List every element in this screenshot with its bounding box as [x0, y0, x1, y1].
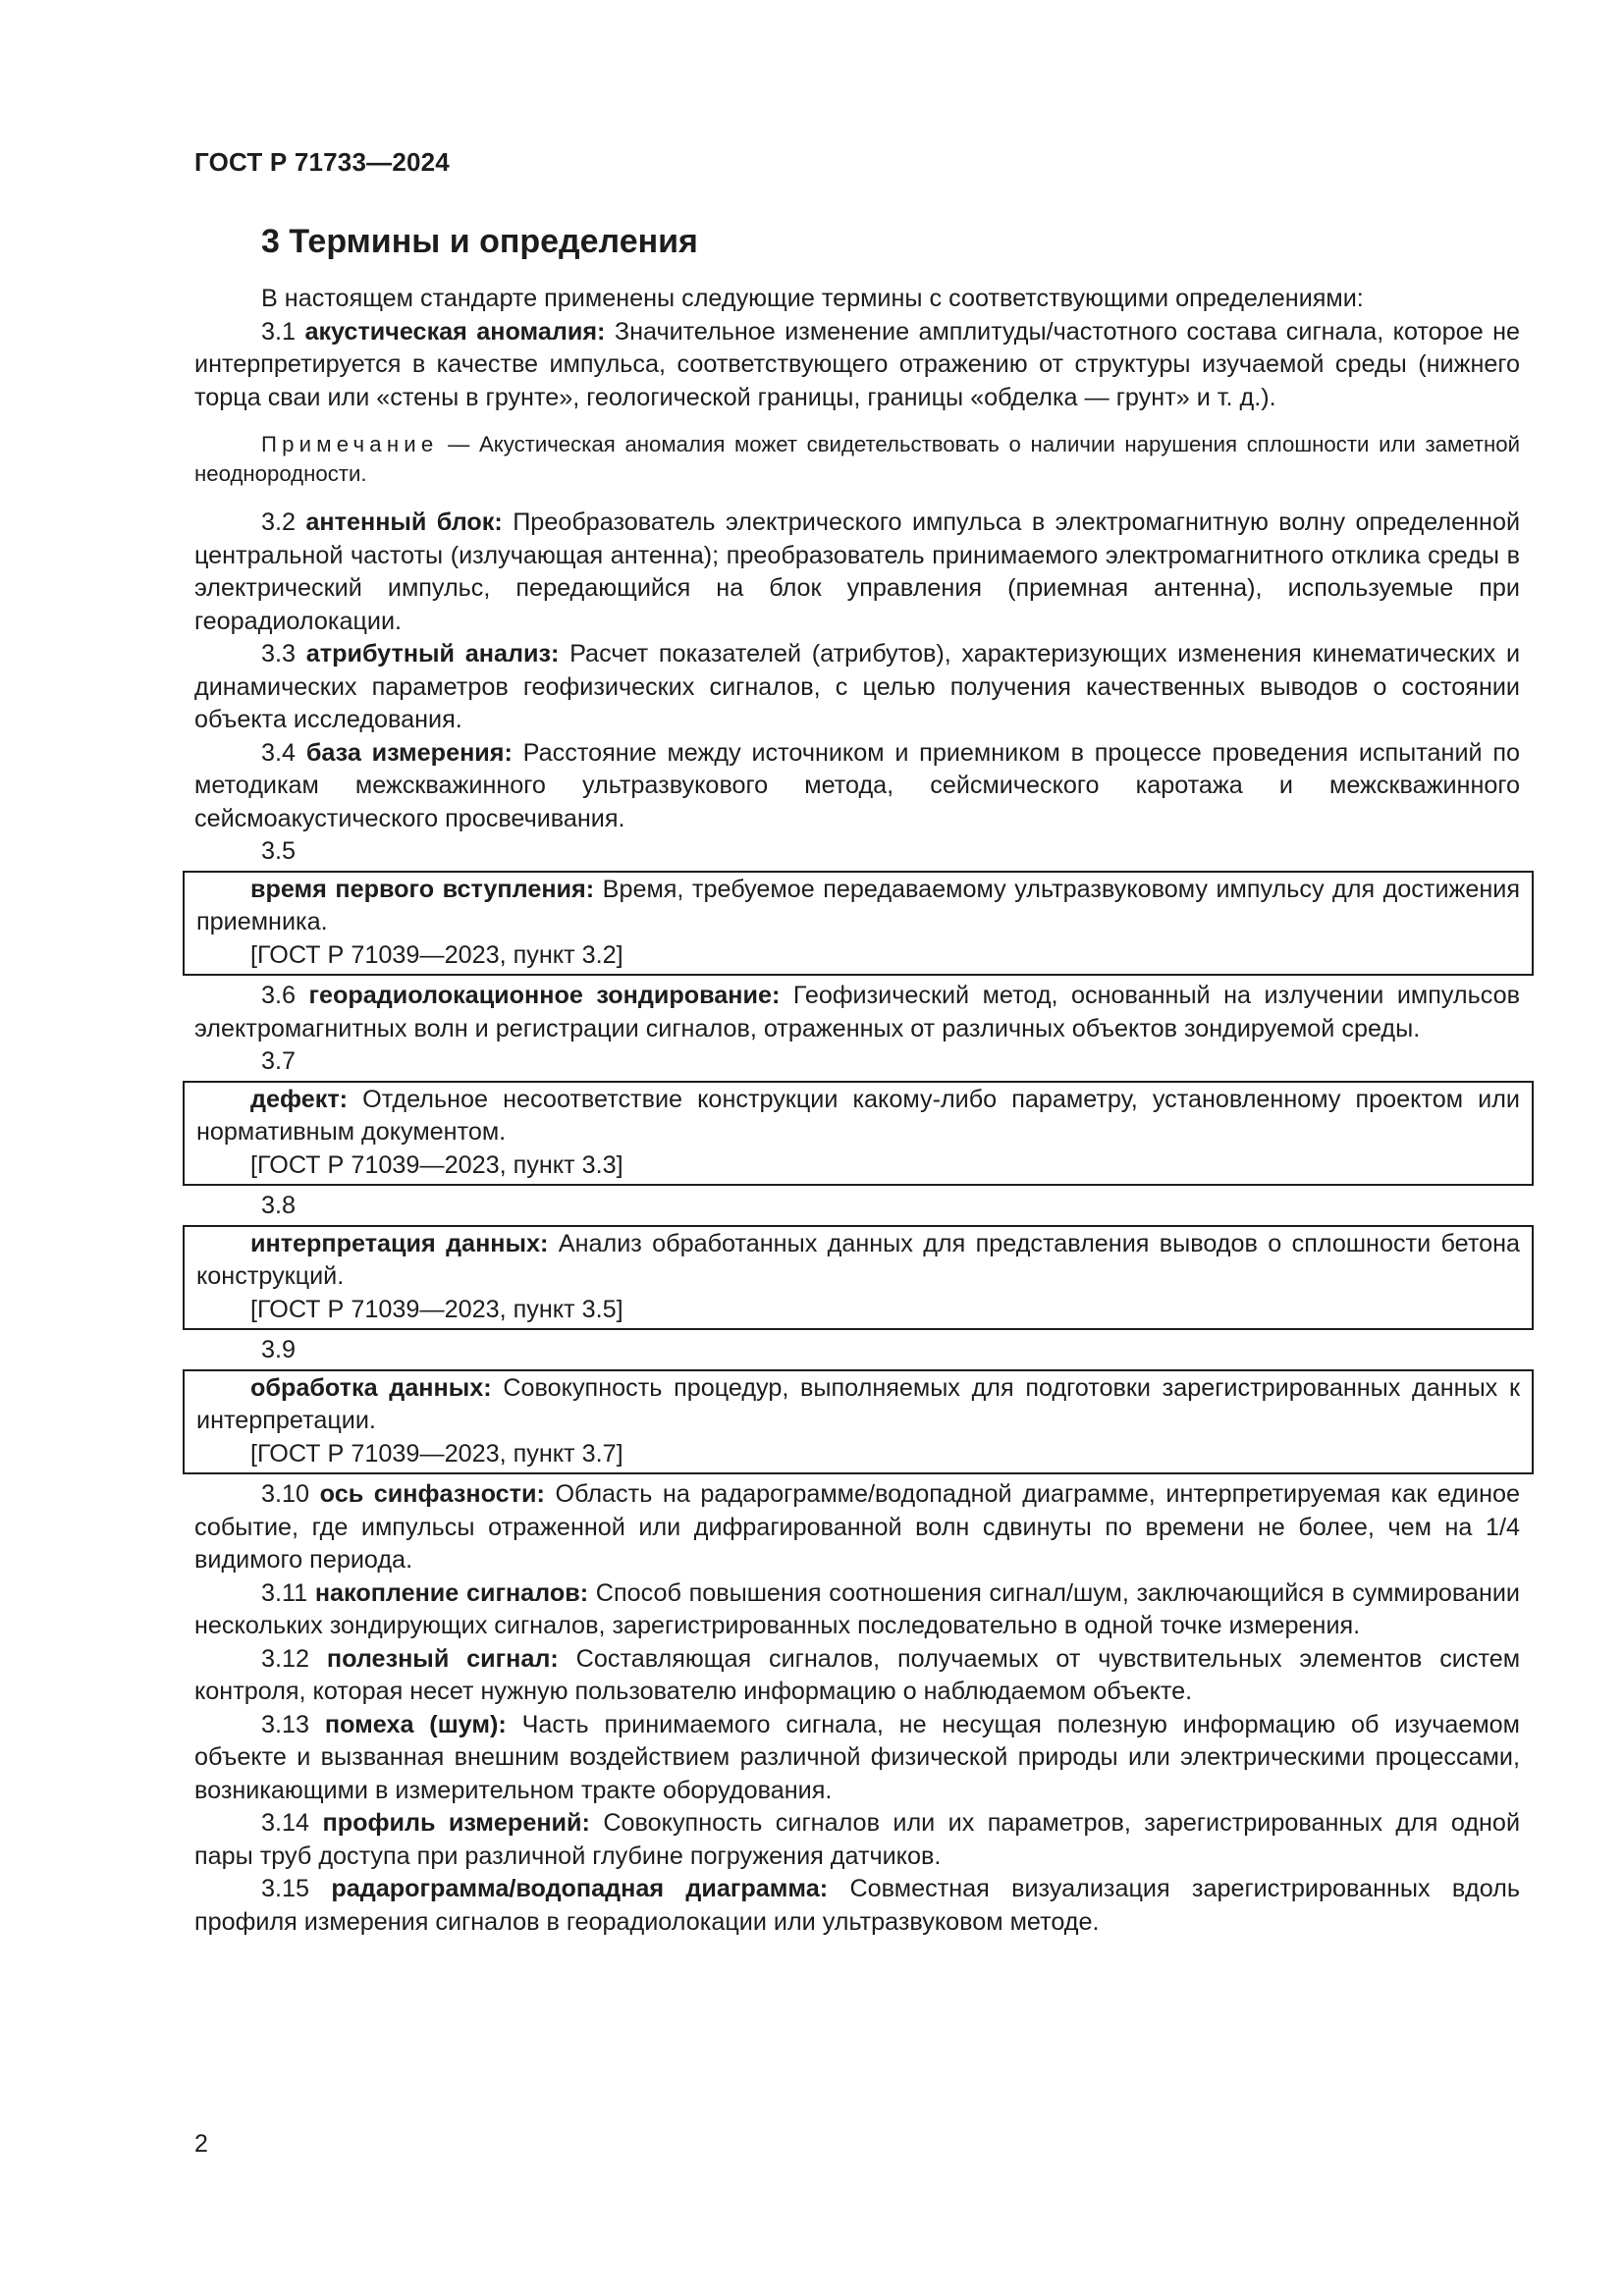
note-text: — Акустическая аномалия может свидетельствовать о наличии нарушения сплошности или заметной неоднородности. [194, 432, 1520, 486]
term-definition: Геофизический метод, основанный на излучении импульсов электромагнитных волн и регистрации сигналов, отраженных от различных объектов зондируемой среды. [194, 982, 1520, 1042]
term-number: 3.5 [261, 837, 297, 865]
term-name: интерпретация данных: [250, 1229, 549, 1257]
terms-section [194, 283, 1520, 1939]
term-definition: Анализ обработанных данных для представления выводов о сплошности бетона конструкций. [196, 1229, 1521, 1290]
term-number: 3.8 [261, 1192, 297, 1219]
term-entry [194, 1873, 1520, 1939]
term-number: 3.11 [261, 1578, 308, 1607]
borrowed-term-box [183, 871, 1534, 977]
term-number: 3.2 [261, 508, 297, 536]
term-definition: Расстояние между источником и приемником в процессе проведения испытаний по методикам межскважинного ультразвукового метода, сейсмического каротажа и межскважинного сейсмоакустического просвечивания. [194, 738, 1521, 832]
term-definition: Значительное изменение амплитуды/частотного состава сигнала, которое не интерпретируется в качестве импульса, соответствующего отражению от структуры изучаемой среды (нижнего торца сваи или «стены в грунте», геологической границы, границы «обделка — грунт» и т. д.). [194, 317, 1521, 411]
term-source: [ГОСТ Р 71039—2023, пункт 3.7] [250, 1439, 623, 1468]
term-entry [194, 316, 1520, 415]
note-paragraph [194, 430, 1520, 489]
term-name: антенный блок: [305, 508, 503, 536]
term-definition: Совместная визуализация зарегистрированных вдоль профиля измерения сигналов в георадиолокации или ультразвуковом методе. [194, 1875, 1521, 1936]
term-entry [194, 638, 1520, 737]
term-source: [ГОСТ Р 71039—2023, пункт 3.2] [250, 940, 623, 969]
term-definition: Расчет показателей (атрибутов), характеризующих изменения кинематических и динамических параметров геофизических сигналов, с целью получения качественных выводов о состоянии объекта исследования. [194, 640, 1521, 733]
term-name: дефект: [250, 1085, 349, 1113]
term-entry [196, 874, 1520, 939]
term-name: ось синфазности: [319, 1480, 545, 1508]
term-name: накопление сигналов: [314, 1578, 589, 1607]
term-number: 3.6 [261, 982, 297, 1009]
term-name: обработка данных: [250, 1373, 492, 1402]
document-code: ГОСТ Р 71733—2024 [194, 147, 450, 177]
term-entry [196, 1372, 1520, 1438]
term-definition: Способ повышения соотношения сигнал/шум, заключающийся в суммировании нескольких зондирующих сигналов, зарегистрированных последовательно в одной точке измерения. [194, 1578, 1520, 1639]
term-definition: Преобразователь электрического импульса в электромагнитную волну определенной центральной частоты (излучающая антенна); преобразователь принимаемого электромагнитного отклика среды в электрический импульс, передающийся на блок управления (приемная антенна), используемые при георадиолокации. [194, 508, 1521, 635]
term-entry [194, 737, 1520, 836]
term-name: база измерения: [305, 738, 513, 767]
borrowed-term-box [183, 1081, 1534, 1187]
borrowed-term-box [183, 1225, 1534, 1331]
term-number: 3.9 [261, 1336, 297, 1363]
section-title: 3 Термины и определения [261, 223, 698, 260]
term-entry [194, 1478, 1520, 1577]
term-definition: Область на радарограмме/водопадной диаграмме, интерпретируемая как единое событие, где импульсы отраженной или дифрагированной волн сдвинуты по времени не более, чем на 1/4 видимого периода. [194, 1480, 1521, 1574]
term-entry [196, 1228, 1520, 1294]
intro-paragraph: В настоящем стандарте применены следующие термины с соответствующими определениями: [261, 285, 1364, 312]
term-name: радарограмма/водопадная диаграмма: [331, 1875, 829, 1902]
term-name: профиль измерений: [322, 1809, 590, 1837]
term-number: 3.12 [261, 1644, 310, 1673]
term-entry [196, 1084, 1520, 1149]
term-definition: Совокупность процедур, выполняемых для подготовки зарегистрированных данных к интерпретации. [196, 1373, 1520, 1434]
term-number: 3.4 [261, 738, 297, 767]
term-entry [194, 1709, 1520, 1808]
term-number: 3.7 [261, 1047, 297, 1075]
term-definition: Совокупность сигналов или их параметров, зарегистрированных для одной пары труб доступа при различной глубине погружения датчиков. [194, 1809, 1521, 1870]
term-definition: Составляющая сигналов, получаемых от чувствительных элементов систем контроля, которая несет нужную пользователю информацию о наблюдаемом объекте. [194, 1644, 1521, 1705]
term-name: атрибутный анализ: [305, 640, 560, 667]
term-entry [194, 1643, 1520, 1709]
term-definition: Время, требуемое передаваемому ультразвуковому импульсу для достижения приемника. [196, 875, 1520, 935]
note-label: Примечание [261, 432, 439, 456]
term-entry [194, 980, 1520, 1045]
term-source: [ГОСТ Р 71039—2023, пункт 3.3] [250, 1150, 623, 1179]
term-number: 3.13 [261, 1710, 310, 1738]
term-number: 3.3 [261, 640, 297, 667]
term-number: 3.1 [261, 317, 297, 346]
term-number: 3.10 [261, 1480, 310, 1508]
term-number: 3.15 [261, 1875, 310, 1902]
page-number: 2 [194, 2130, 208, 2158]
term-name: полезный сигнал: [326, 1644, 559, 1673]
term-name: помеха (шум): [324, 1710, 507, 1738]
term-definition: Отдельное несоответствие конструкции какому-либо параметру, установленному проектом или нормативным документом. [196, 1085, 1520, 1146]
borrowed-term-box [183, 1369, 1534, 1475]
term-definition: Часть принимаемого сигнала, не несущая полезную информацию об изучаемом объекте и вызванная внешним воздействием различной физической природы или электрическими процессами, возникающими в измерительном тракте оборудования. [194, 1710, 1521, 1804]
term-name: время первого вступления: [250, 875, 595, 903]
term-entry [194, 1807, 1520, 1873]
term-entry [194, 507, 1520, 638]
term-name: георадиолокационное зондирование: [308, 982, 781, 1009]
term-number: 3.14 [261, 1809, 310, 1837]
term-entry [194, 1577, 1520, 1643]
term-name: акустическая аномалия: [304, 317, 606, 346]
term-source: [ГОСТ Р 71039—2023, пункт 3.5] [250, 1295, 623, 1323]
